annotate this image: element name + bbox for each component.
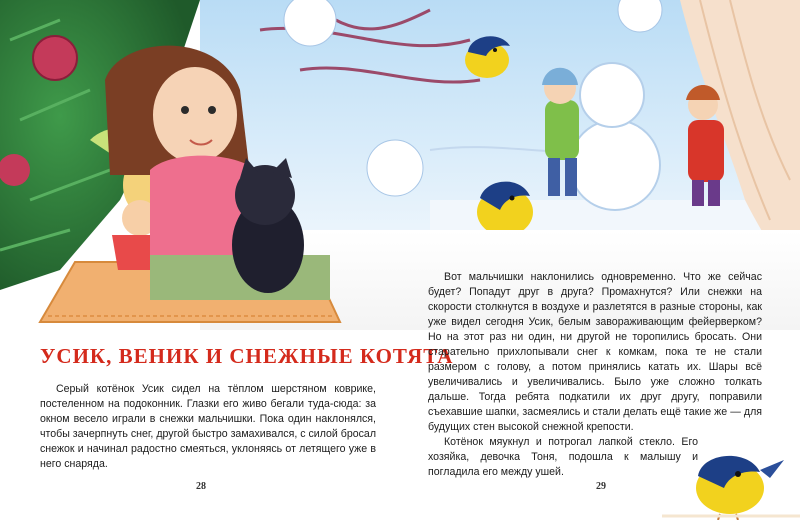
page-number-left: 28: [196, 481, 206, 492]
right-page-paragraph: Котёнок мяукнул и потрогал лапкой стекло. Его хозяйка, девочка Тоня, подошла к малышу и погладила его между ушей.: [428, 436, 698, 478]
bird-icon: [660, 430, 800, 520]
bird-icon: [477, 182, 533, 236]
chapter-title: УСИК, ВЕНИК И СНЕЖНЫЕ КОТЯТА: [40, 344, 454, 368]
right-page-paragraph: Вот мальчишки наклонились одновременно. Что же сейчас будет? Попадут друг в друга? Промахнутся? Или снежки на скорости столкнутся в воздухе и разлетятся в разные стороны, как уже видел сегодня Усик, белым завораживающим фейерверком? Но на этот раз ни один, ни другой не торопились бросать. Они старательно прихлопывали снег к комкам, пока те не стали размером с голову, а потом принялись катать их. Шары всё увеличивались и увеличивались. Было уже сложно толкать дальше. Тогда ребята подкатили их друг другу, поправили съехавшие шапки, засмеялись и стали делать ещё такие же — для будущих стен высокой снежной крепости.: [428, 271, 762, 433]
left-page-paragraph: Серый котёнок Усик сидел на тёплом шерстяном коврике, постеленном на подоконник. Глазки его живо бегали туда-сюда: за окном весело играли в снежки мальчишки. Пока один наклонялся, чтобы зачерпнуть снег, другой быстро замахивался, с силой бросал снежок и начинал радостно смеяться, уклоняясь от летящего уже в него снаряда.: [40, 383, 376, 470]
page-number-right: 29: [596, 481, 606, 492]
